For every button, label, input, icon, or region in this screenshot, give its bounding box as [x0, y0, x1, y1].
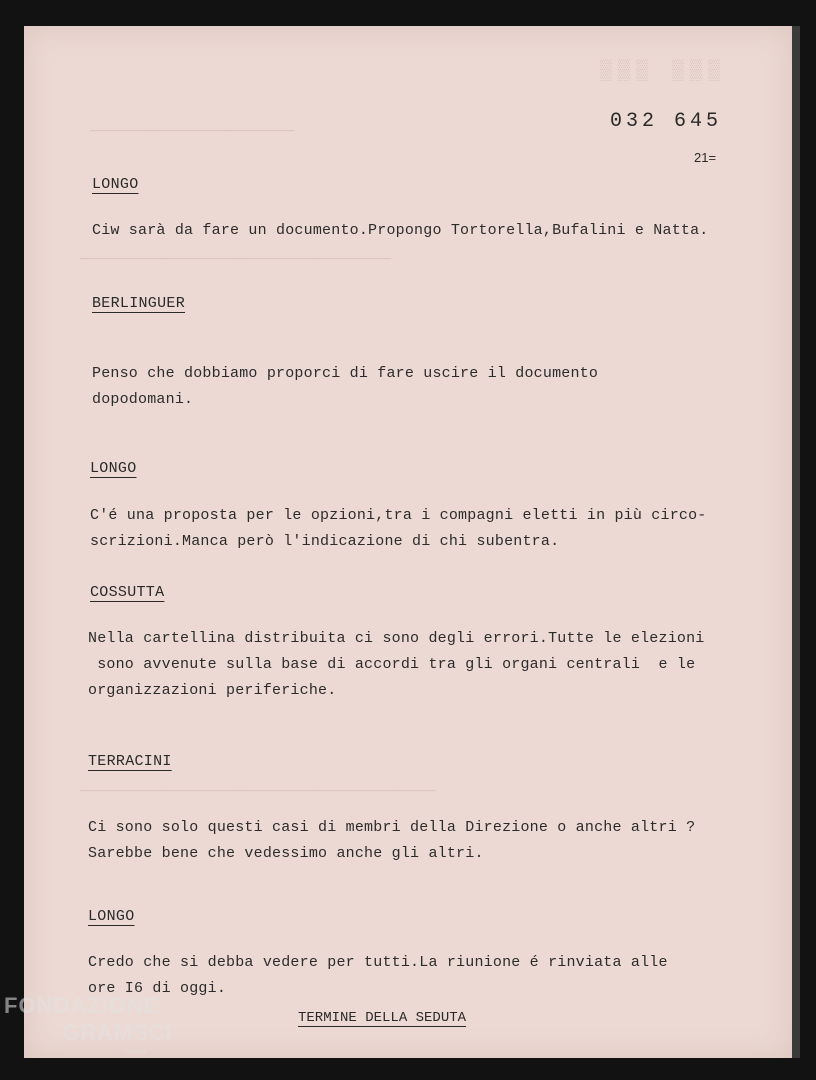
show-through-number: ▒▒▒ ▒▒▒ [600, 60, 727, 83]
speaker-label: BERLINGUER [92, 295, 186, 312]
speaker-label: LONGO [90, 460, 137, 477]
show-through-line: ──────────────────────────────────────── [80, 784, 437, 800]
speaker-label: LONGO [92, 176, 139, 193]
watermark-line-3: onlus [124, 1046, 149, 1056]
speech-text: Ci sono solo questi casi di membri della Direzione o anche altri ? Sarebbe bene che vedessimo anche gli altri. [88, 819, 696, 862]
speech-text: Nella cartellina distribuita ci sono degli errori.Tutte le elezioni sono avvenute sulla base di accordi tra gli organi centrali e le organizzazioni periferiche. [88, 630, 705, 699]
speaker-label: LONGO [88, 908, 135, 925]
speech-text: C'é una proposta per le opzioni,tra i compagni eletti in più circo- scrizioni.Manca però l'indicazione di chi subentra. [90, 507, 707, 550]
show-through-line: ─────────────────────────────────── [80, 252, 392, 268]
speaker-label: TERRACINI [88, 753, 172, 770]
document-number: 032 645 [610, 110, 723, 133]
speech-text: Credo che si debba vedere per tutti.La riunione é rinviata alle ore I6 di oggi. [88, 954, 668, 997]
page-edge [792, 26, 800, 1058]
closing-line: TERMINE DELLA SEDUTA [298, 1010, 467, 1026]
fondazione-gramsci-watermark [4, 992, 173, 1056]
page-number: 21= [694, 150, 717, 165]
speech-text: Penso che dobbiamo proporci di fare uscire il documento dopodomani. [92, 365, 599, 408]
show-through-line: ─────────────────────── [90, 124, 295, 140]
speaker-label: COSSUTTA [90, 584, 165, 601]
watermark-line-1: FONDAZIONE [4, 993, 160, 1018]
watermark-line-2: GRAMSCI [62, 1020, 173, 1045]
speech-text: Ciw sarà da fare un documento.Propongo Tortorella,Bufalini e Natta. [92, 222, 709, 239]
